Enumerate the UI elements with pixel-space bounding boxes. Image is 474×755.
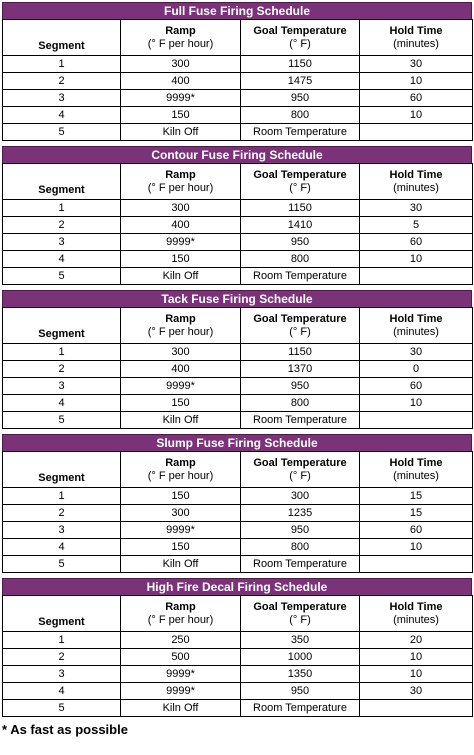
cell-segment: 2	[3, 217, 121, 234]
header-segment: Segment	[3, 164, 121, 200]
header-hold-time	[360, 596, 473, 632]
table-row	[3, 488, 473, 505]
header-segment: Segment	[3, 20, 121, 56]
header-segment: Segment	[3, 452, 121, 488]
cell-ramp: 300	[121, 344, 241, 361]
cell-hold-time: 0	[360, 361, 473, 378]
header-goal-temperature-label: Goal Temperature	[253, 312, 347, 325]
header-goal-temperature	[241, 596, 360, 632]
cell-segment: 2	[3, 649, 121, 666]
table-row	[3, 522, 473, 539]
cell-segment: 4	[3, 683, 121, 700]
table-row	[3, 666, 473, 683]
header-goal-temperature	[241, 308, 360, 344]
table-row	[3, 700, 473, 717]
cell-ramp: Kiln Off	[121, 556, 241, 573]
schedule-grid	[2, 307, 473, 429]
table-row	[3, 344, 473, 361]
cell-ramp: 150	[121, 539, 241, 556]
header-goal-temperature	[241, 20, 360, 56]
header-row	[3, 596, 473, 632]
cell-ramp: 400	[121, 361, 241, 378]
table-row	[3, 107, 473, 124]
cell-goal-temperature: 800	[241, 251, 360, 268]
header-goal-temperature-unit: (° F)	[289, 37, 311, 50]
header-hold-time-unit: (minutes)	[393, 37, 439, 50]
cell-goal-temperature: 950	[241, 378, 360, 395]
header-ramp-unit: (° F per hour)	[147, 37, 214, 50]
cell-hold-time: 30	[360, 200, 473, 217]
cell-segment: 4	[3, 539, 121, 556]
cell-goal-temperature: 1350	[241, 666, 360, 683]
cell-goal-temperature: 1150	[241, 200, 360, 217]
header-ramp-unit: (° F per hour)	[147, 613, 214, 626]
cell-segment: 5	[3, 268, 121, 285]
cell-segment: 1	[3, 344, 121, 361]
cell-ramp: 9999*	[121, 90, 241, 107]
cell-hold-time	[360, 268, 473, 285]
header-hold-time-unit: (minutes)	[393, 181, 439, 194]
header-hold-time	[360, 164, 473, 200]
table-row	[3, 73, 473, 90]
schedule-grid	[2, 19, 473, 141]
table-row	[3, 361, 473, 378]
cell-ramp: 150	[121, 251, 241, 268]
cell-ramp: Kiln Off	[121, 412, 241, 429]
table-row	[3, 251, 473, 268]
table-row	[3, 395, 473, 412]
cell-goal-temperature: 800	[241, 539, 360, 556]
cell-segment: 5	[3, 556, 121, 573]
cell-segment: 3	[3, 666, 121, 683]
schedule-grid	[2, 163, 473, 285]
header-goal-temperature-unit: (° F)	[289, 325, 311, 338]
header-ramp-label: Ramp	[165, 24, 196, 37]
cell-ramp: Kiln Off	[121, 268, 241, 285]
cell-segment: 2	[3, 73, 121, 90]
cell-goal-temperature: 800	[241, 395, 360, 412]
header-hold-time-unit: (minutes)	[393, 325, 439, 338]
footnote: * As fast as possible	[2, 722, 128, 737]
header-goal-temperature-label: Goal Temperature	[253, 168, 347, 181]
cell-hold-time: 60	[360, 522, 473, 539]
table-row	[3, 683, 473, 700]
header-hold-time-unit: (minutes)	[393, 469, 439, 482]
header-segment: Segment	[3, 596, 121, 632]
table-row	[3, 649, 473, 666]
cell-segment: 1	[3, 200, 121, 217]
cell-goal-temperature: 950	[241, 683, 360, 700]
cell-hold-time: 10	[360, 73, 473, 90]
table-row	[3, 505, 473, 522]
cell-goal-temperature: 1150	[241, 344, 360, 361]
cell-segment: 3	[3, 522, 121, 539]
cell-segment: 3	[3, 234, 121, 251]
cell-goal-temperature: 1475	[241, 73, 360, 90]
cell-ramp: Kiln Off	[121, 124, 241, 141]
cell-hold-time	[360, 700, 473, 717]
cell-ramp: 300	[121, 56, 241, 73]
header-goal-temperature-label: Goal Temperature	[253, 600, 347, 613]
cell-hold-time: 10	[360, 666, 473, 683]
cell-goal-temperature: 1150	[241, 56, 360, 73]
cell-goal-temperature: 950	[241, 234, 360, 251]
cell-ramp: 9999*	[121, 522, 241, 539]
cell-ramp: 9999*	[121, 378, 241, 395]
header-hold-time-label: Hold Time	[389, 456, 443, 469]
cell-ramp: 400	[121, 217, 241, 234]
cell-hold-time: 10	[360, 395, 473, 412]
cell-hold-time: 5	[360, 217, 473, 234]
cell-goal-temperature: 300	[241, 488, 360, 505]
cell-segment: 5	[3, 412, 121, 429]
header-goal-temperature-unit: (° F)	[289, 613, 311, 626]
header-row	[3, 164, 473, 200]
cell-segment: 3	[3, 90, 121, 107]
cell-ramp: 500	[121, 649, 241, 666]
cell-segment: 5	[3, 124, 121, 141]
cell-goal-temperature: 350	[241, 632, 360, 649]
table-row	[3, 234, 473, 251]
header-goal-temperature	[241, 164, 360, 200]
cell-hold-time: 15	[360, 488, 473, 505]
cell-segment: 1	[3, 56, 121, 73]
header-ramp-label: Ramp	[165, 600, 196, 613]
header-hold-time-unit: (minutes)	[393, 613, 439, 626]
cell-hold-time: 60	[360, 378, 473, 395]
header-goal-temperature-unit: (° F)	[289, 469, 311, 482]
header-ramp-unit: (° F per hour)	[147, 181, 214, 194]
cell-hold-time: 10	[360, 251, 473, 268]
header-ramp	[121, 452, 241, 488]
cell-goal-temperature: 1235	[241, 505, 360, 522]
schedule-grid	[2, 595, 473, 717]
schedule-table	[2, 290, 472, 429]
cell-ramp: 150	[121, 107, 241, 124]
cell-ramp: 150	[121, 395, 241, 412]
header-ramp	[121, 596, 241, 632]
cell-segment: 3	[3, 378, 121, 395]
header-row	[3, 308, 473, 344]
cell-goal-temperature: Room Temperature	[241, 124, 360, 141]
cell-ramp: 300	[121, 505, 241, 522]
cell-ramp: 400	[121, 73, 241, 90]
cell-hold-time: 30	[360, 683, 473, 700]
schedule-title: High Fire Decal Firing Schedule	[2, 578, 472, 595]
cell-hold-time: 10	[360, 539, 473, 556]
cell-segment: 4	[3, 107, 121, 124]
header-ramp	[121, 20, 241, 56]
table-row	[3, 539, 473, 556]
cell-hold-time: 15	[360, 505, 473, 522]
cell-segment: 2	[3, 361, 121, 378]
cell-goal-temperature: 950	[241, 90, 360, 107]
cell-hold-time: 60	[360, 234, 473, 251]
cell-segment: 4	[3, 395, 121, 412]
schedule-table	[2, 2, 472, 141]
header-hold-time-label: Hold Time	[389, 168, 443, 181]
cell-segment: 4	[3, 251, 121, 268]
header-hold-time-label: Hold Time	[389, 24, 443, 37]
schedule-table	[2, 578, 472, 717]
header-ramp-label: Ramp	[165, 456, 196, 469]
table-row	[3, 412, 473, 429]
cell-goal-temperature: Room Temperature	[241, 700, 360, 717]
cell-goal-temperature: 1410	[241, 217, 360, 234]
table-row	[3, 556, 473, 573]
cell-hold-time: 20	[360, 632, 473, 649]
cell-goal-temperature: 800	[241, 107, 360, 124]
schedule-title: Slump Fuse Firing Schedule	[2, 434, 472, 451]
header-ramp	[121, 164, 241, 200]
cell-ramp: Kiln Off	[121, 700, 241, 717]
cell-ramp: 9999*	[121, 234, 241, 251]
schedule-title: Contour Fuse Firing Schedule	[2, 146, 472, 163]
cell-hold-time	[360, 556, 473, 573]
cell-ramp: 300	[121, 200, 241, 217]
header-goal-temperature-label: Goal Temperature	[253, 24, 347, 37]
cell-segment: 1	[3, 488, 121, 505]
cell-hold-time: 60	[360, 90, 473, 107]
cell-segment: 1	[3, 632, 121, 649]
header-segment: Segment	[3, 308, 121, 344]
header-ramp-unit: (° F per hour)	[147, 469, 214, 482]
cell-hold-time	[360, 412, 473, 429]
table-row	[3, 378, 473, 395]
header-hold-time-label: Hold Time	[389, 312, 443, 325]
header-ramp-unit: (° F per hour)	[147, 325, 214, 338]
header-hold-time-label: Hold Time	[389, 600, 443, 613]
table-row	[3, 124, 473, 141]
header-hold-time	[360, 308, 473, 344]
cell-ramp: 9999*	[121, 666, 241, 683]
header-goal-temperature-unit: (° F)	[289, 181, 311, 194]
header-row	[3, 452, 473, 488]
table-row	[3, 56, 473, 73]
schedule-table	[2, 146, 472, 285]
table-row	[3, 90, 473, 107]
cell-ramp: 150	[121, 488, 241, 505]
header-goal-temperature	[241, 452, 360, 488]
header-hold-time	[360, 20, 473, 56]
schedule-title: Full Fuse Firing Schedule	[2, 2, 472, 19]
header-row	[3, 20, 473, 56]
cell-hold-time	[360, 124, 473, 141]
cell-hold-time: 10	[360, 649, 473, 666]
header-ramp-label: Ramp	[165, 312, 196, 325]
cell-hold-time: 30	[360, 56, 473, 73]
table-row	[3, 217, 473, 234]
cell-ramp: 9999*	[121, 683, 241, 700]
cell-hold-time: 30	[360, 344, 473, 361]
cell-goal-temperature: 1000	[241, 649, 360, 666]
table-row	[3, 268, 473, 285]
cell-segment: 2	[3, 505, 121, 522]
cell-goal-temperature: Room Temperature	[241, 556, 360, 573]
schedules-container	[0, 2, 474, 717]
cell-hold-time: 10	[360, 107, 473, 124]
cell-goal-temperature: Room Temperature	[241, 268, 360, 285]
cell-goal-temperature: 950	[241, 522, 360, 539]
cell-ramp: 250	[121, 632, 241, 649]
cell-segment: 5	[3, 700, 121, 717]
cell-goal-temperature: Room Temperature	[241, 412, 360, 429]
header-ramp-label: Ramp	[165, 168, 196, 181]
table-row	[3, 632, 473, 649]
schedule-table	[2, 434, 472, 573]
header-ramp	[121, 308, 241, 344]
header-hold-time	[360, 452, 473, 488]
schedule-title: Tack Fuse Firing Schedule	[2, 290, 472, 307]
schedule-grid	[2, 451, 473, 573]
cell-goal-temperature: 1370	[241, 361, 360, 378]
header-goal-temperature-label: Goal Temperature	[253, 456, 347, 469]
table-row	[3, 200, 473, 217]
